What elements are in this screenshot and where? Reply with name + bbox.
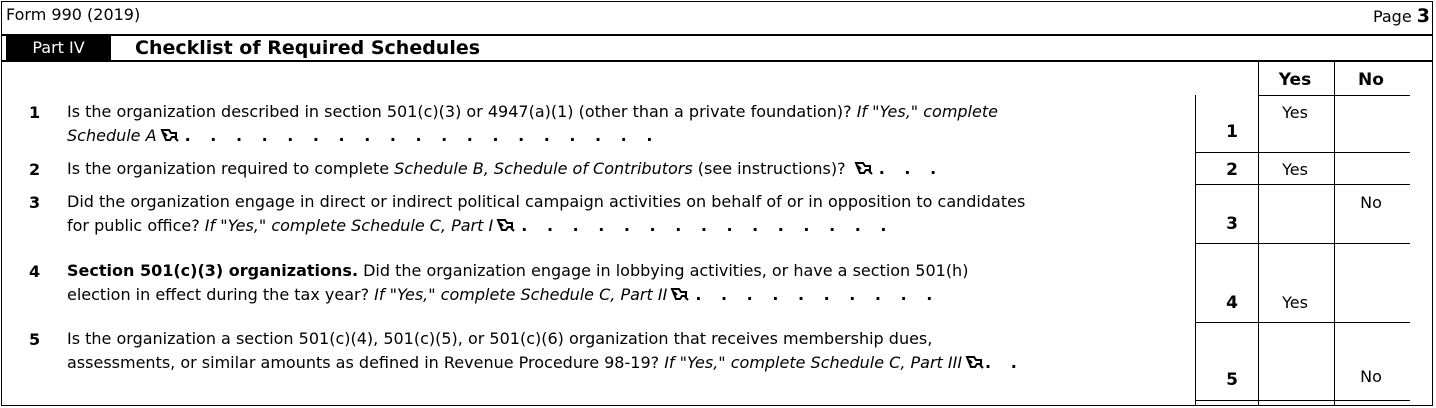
- line-ref: 5: [1226, 370, 1238, 390]
- question-text: Is the organization required to complete Schedule B, Schedule of Contributors (see instructions)? . . .: [67, 159, 937, 178]
- col-no-header: No: [1358, 70, 1384, 90]
- page-label: Page: [1372, 7, 1412, 26]
- line-ref: 4: [1226, 293, 1238, 313]
- arrow-icon: [160, 127, 180, 143]
- line-number: 3: [29, 193, 41, 212]
- question-text: Is the organization described in section 501(c)(3) or 4947(a)(1) (other than a private foundation)? If "Yes," complete Schedule A . . . . . . . . . . . . . . . . . . .: [67, 102, 998, 145]
- arrow-icon: [670, 286, 690, 302]
- arrow-icon: [496, 217, 516, 233]
- form-id: Form 990 (2019): [6, 5, 141, 24]
- arrow-icon: [965, 354, 985, 370]
- part-label: Part IV: [6, 36, 111, 60]
- line-number: 1: [29, 103, 41, 122]
- grid-line: [1258, 62, 1259, 405]
- line-number: 4: [29, 262, 41, 281]
- question-text: Section 501(c)(3) organizations. Did the organization engage in lobbying activities, or have a section 501(h) election in effect during the tax year? If "Yes," complete Schedule C, Part II . . . . . . . . . .: [67, 261, 969, 304]
- grid-line: [1195, 95, 1196, 405]
- line-ref: 3: [1226, 214, 1238, 234]
- part-title: Checklist of Required Schedules: [135, 37, 481, 59]
- page-number: 3: [1416, 5, 1430, 27]
- grid-line: [1195, 243, 1410, 244]
- question-text: Did the organization engage in direct or indirect political campaign activities on behalf of or in opposition to candidates for public office? If "Yes," complete Schedule C, Part I . . . . . . . . . . . . . . .: [67, 192, 1026, 235]
- arrow-icon: [854, 160, 874, 176]
- answer-yes: Yes: [1282, 293, 1308, 312]
- grid-line: [1195, 322, 1410, 323]
- answer-no: No: [1360, 367, 1382, 386]
- line-number: 2: [29, 160, 41, 179]
- grid-line: [1195, 184, 1410, 185]
- answer-yes: Yes: [1282, 160, 1308, 179]
- answer-yes: Yes: [1282, 103, 1308, 122]
- col-yes-header: Yes: [1278, 70, 1312, 90]
- grid-line: [1195, 152, 1410, 153]
- grid-line: [1334, 62, 1335, 405]
- line-ref: 1: [1226, 122, 1238, 142]
- page-indicator: [1373, 5, 1430, 27]
- line-ref: 2: [1226, 160, 1238, 180]
- line-number: 5: [29, 330, 41, 349]
- grid-line: [1195, 400, 1410, 401]
- answer-no: No: [1360, 193, 1382, 212]
- grid-line: [1258, 95, 1410, 96]
- question-text: Is the organization a section 501(c)(4), 501(c)(5), or 501(c)(6) organization that receives membership dues, assessments, or similar amounts as defined in Revenue Procedure 98-19? If "Yes," complete Schedule C, Part III . .: [67, 329, 1017, 372]
